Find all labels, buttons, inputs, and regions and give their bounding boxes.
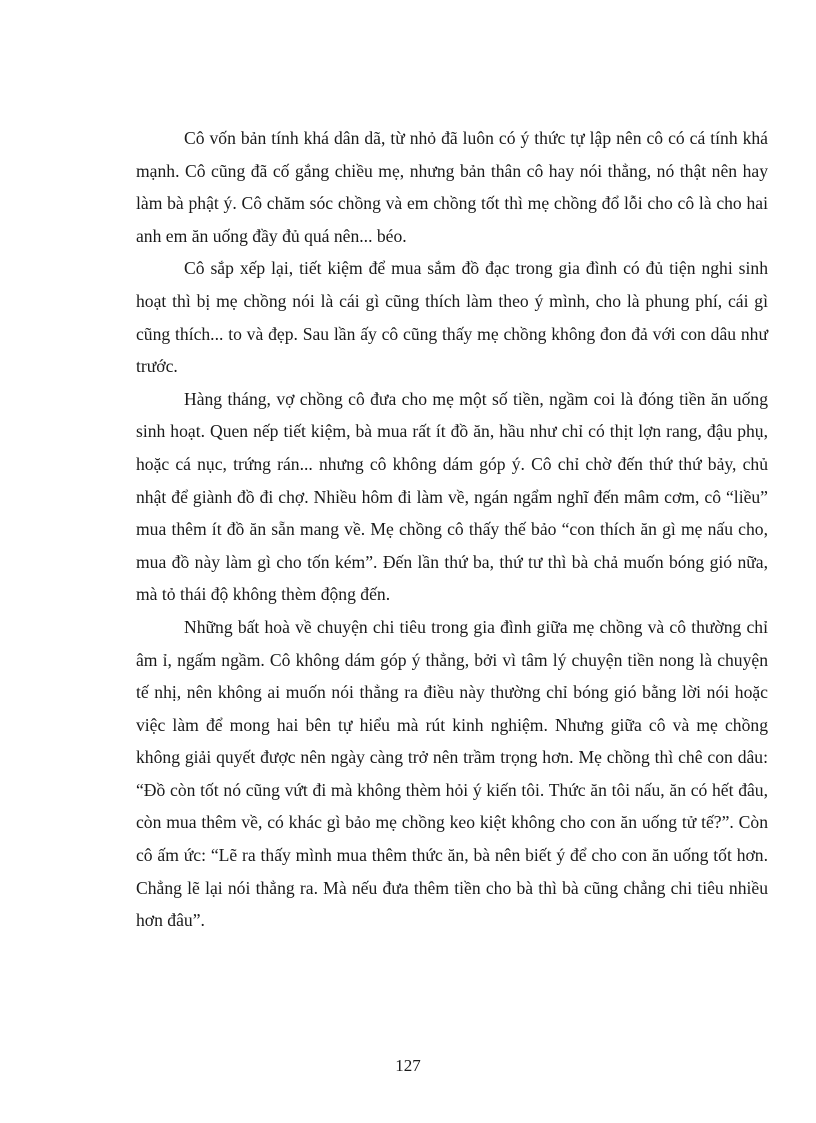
body-text <box>136 122 768 937</box>
paragraph-2: Cô sắp xếp lại, tiết kiệm để mua sắm đồ đạc trong gia đình có đủ tiện nghi sinh hoạt thì bị mẹ chồng nói là cái gì cũng thích làm theo ý mình, cho là phung phí, cái gì cũng thích... to và đẹp. Sau lần ấy cô cũng thấy mẹ chồng không đon đả với con dâu như trước. <box>136 258 768 377</box>
paragraph-3: Hàng tháng, vợ chồng cô đưa cho mẹ một số tiền, ngầm coi là đóng tiền ăn uống sinh hoạt. Quen nếp tiết kiệm, bà mua rất ít đồ ăn, hầu như chỉ có thịt lợn rang, đậu phụ, hoặc cá nục, trứng rán... nhưng cô không dám góp ý. Cô chỉ chờ đến thứ thứ bảy, chủ nhật để giành đồ đi chợ. Nhiều hôm đi làm về, ngán ngẩm nghĩ đến mâm cơm, cô “liều” mua thêm ít đồ ăn sẵn mang về. Mẹ chồng cô thấy thế bảo “con thích ăn gì mẹ nấu cho, mua đồ này làm gì cho tốn kém”. Đến lần thứ ba, thứ tư thì bà chả muốn bóng gió nữa, mà tỏ thái độ không thèm động đến. <box>136 388 768 605</box>
page-number: 127 <box>395 1056 421 1075</box>
paragraph-1: Cô vốn bản tính khá dân dã, từ nhỏ đã luôn có ý thức tự lập nên cô có cá tính khá mạnh. Cô cũng đã cố gắng chiều mẹ, nhưng bản thân cô hay nói thẳng, nó thật nên hay làm bà phật ý. Cô chăm sóc chồng và em chồng tốt thì mẹ chồng đổ lỗi cho cô là cho hai anh em ăn uống đầy đủ quá nên... béo. <box>136 128 768 246</box>
paragraph-4: Những bất hoà về chuyện chi tiêu trong gia đình giữa mẹ chồng và cô thường chỉ âm ỉ, ngấm ngầm. Cô không dám góp ý thẳng, bởi vì tâm lý chuyện tiền nong là chuyện tế nhị, nên không ai muốn nói thẳng ra điều này thường chỉ bóng gió bằng lời nói hoặc việc làm để mong hai bên tự hiểu mà rút kinh nghiệm. Nhưng giữa cô và mẹ chồng không giải quyết được nên ngày càng trở nên trầm trọng hơn. Mẹ chồng thì chê con dâu: “Đồ còn tốt nó cũng vứt đi mà không thèm hỏi ý kiến tôi. Thức ăn tôi nấu, ăn có hết đâu, còn mua thêm về, có khác gì bảo mẹ chồng keo kiệt không cho con ăn uống tử tế?”. Còn cô ấm ức: “Lẽ ra thấy mình mua thêm thức ăn, bà nên biết ý để cho con ăn uống tốt hơn. Chẳng lẽ lại nói thẳng ra. Mà nếu đưa thêm tiền cho bà thì bà cũng chẳng chi tiêu nhiều hơn đâu”. <box>136 616 768 931</box>
